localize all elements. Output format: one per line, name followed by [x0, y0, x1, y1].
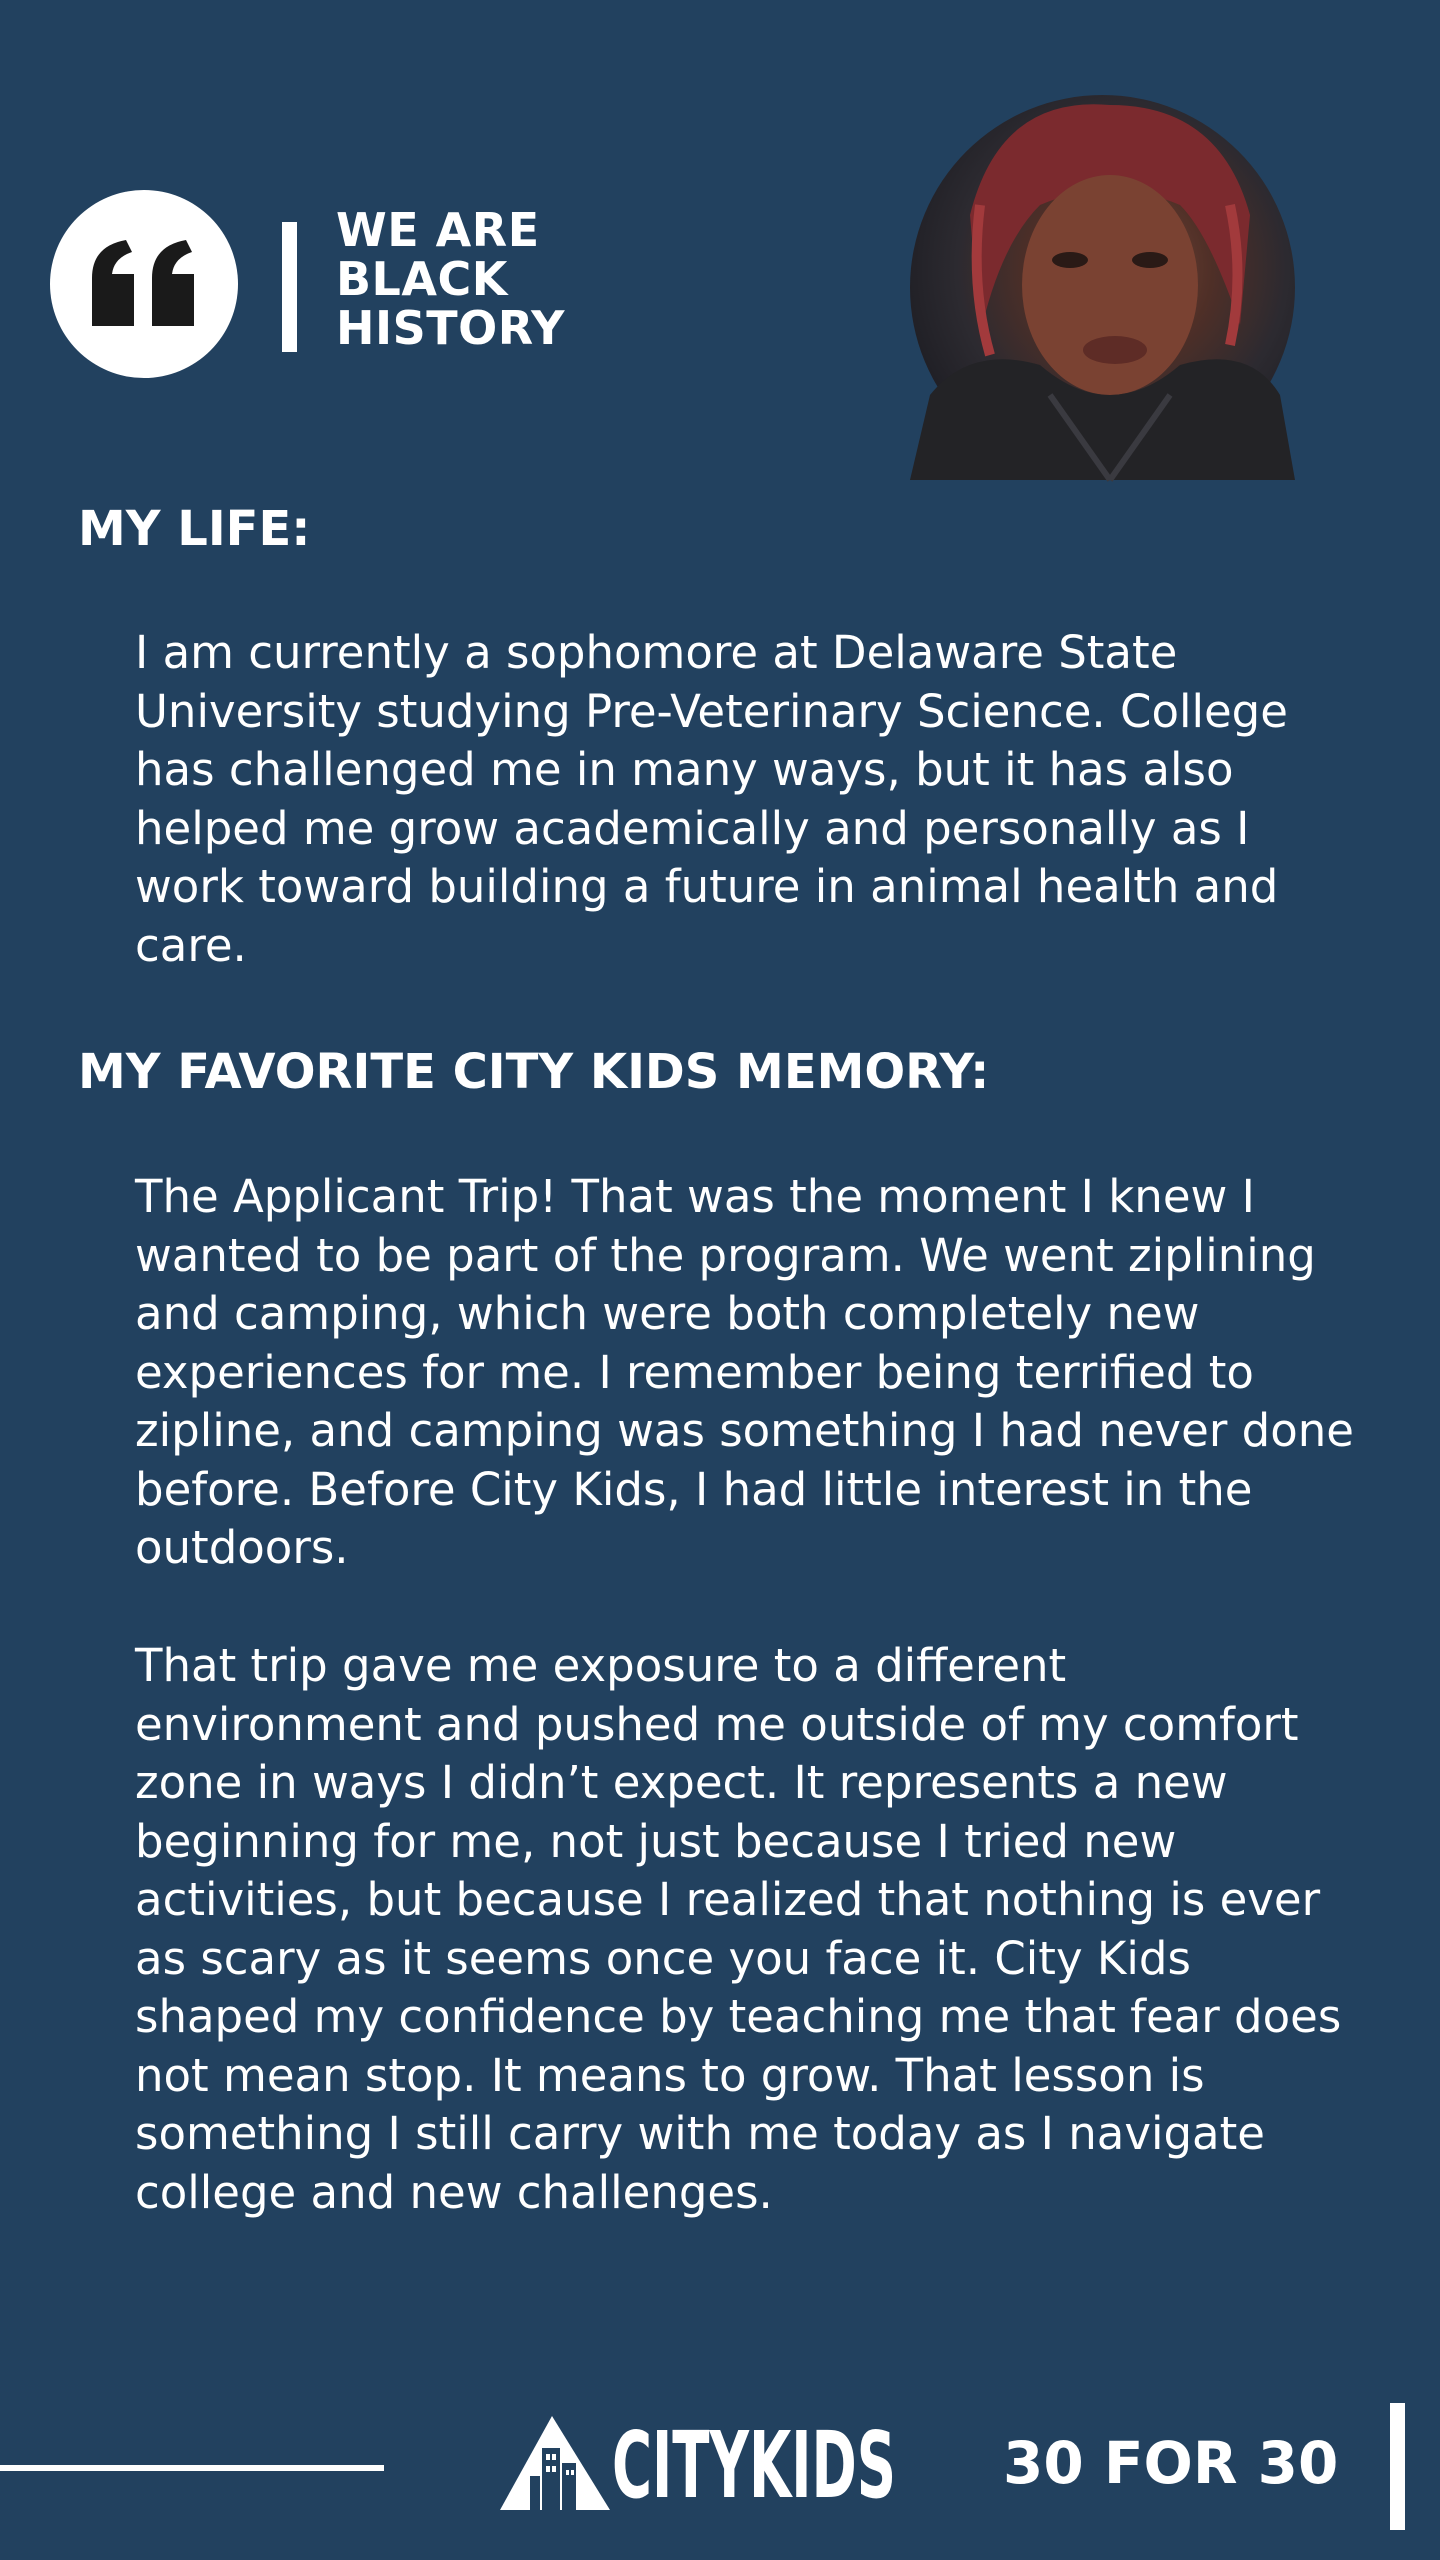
header-title-line: HISTORY — [336, 301, 565, 355]
header-title — [336, 203, 565, 355]
header-title-line: WE ARE — [336, 203, 540, 257]
header-divider — [282, 222, 297, 352]
my-life-paragraph: I am currently a sophomore at Delaware State University studying Pre-Veterinary Science. College has challenged me in many ways, but it has also helped me grow academically and personally as I work toward building a future in animal health and care. — [135, 626, 1288, 972]
citykids-logo-text: CITYKIDS — [612, 2412, 896, 2519]
footer-bar — [1390, 2403, 1405, 2530]
memory-paragraph: The Applicant Trip! That was the moment I knew I wanted to be part of the program. We went ziplining and camping, which were both completely new experiences for me. I remember being terrified to zipline, and camping was something I had never done before. Before City Kids, I had little interest in the outdoors. — [135, 1170, 1354, 1574]
quote-mark-icon — [88, 238, 200, 330]
section-heading-favorite-memory: MY FAVORITE CITY KIDS MEMORY: — [78, 1044, 990, 1100]
citykids-logo — [500, 2408, 900, 2519]
quote-badge — [50, 190, 238, 378]
footer-rule — [0, 2465, 384, 2471]
memory-paragraph: That trip gave me exposure to a different environment and pushed me outside of my comfort zone in ways I didn’t expect. It represents a new beginning for me, not just because I tried new activities, but because I realized that nothing is ever as scary as it seems once you face it. City Kids shaped my confidence by teaching me that fear does not mean stop. It means to grow. That lesson is something I still carry with me today as I navigate college and new challenges. — [135, 1639, 1342, 2219]
header-title-line: BLACK — [336, 252, 508, 306]
profile-photo — [910, 95, 1295, 480]
section-heading-my-life: MY LIFE: — [78, 501, 311, 557]
footer-tagline: 30 FOR 30 — [1003, 2429, 1339, 2497]
citykids-logo-icon — [500, 2408, 620, 2513]
